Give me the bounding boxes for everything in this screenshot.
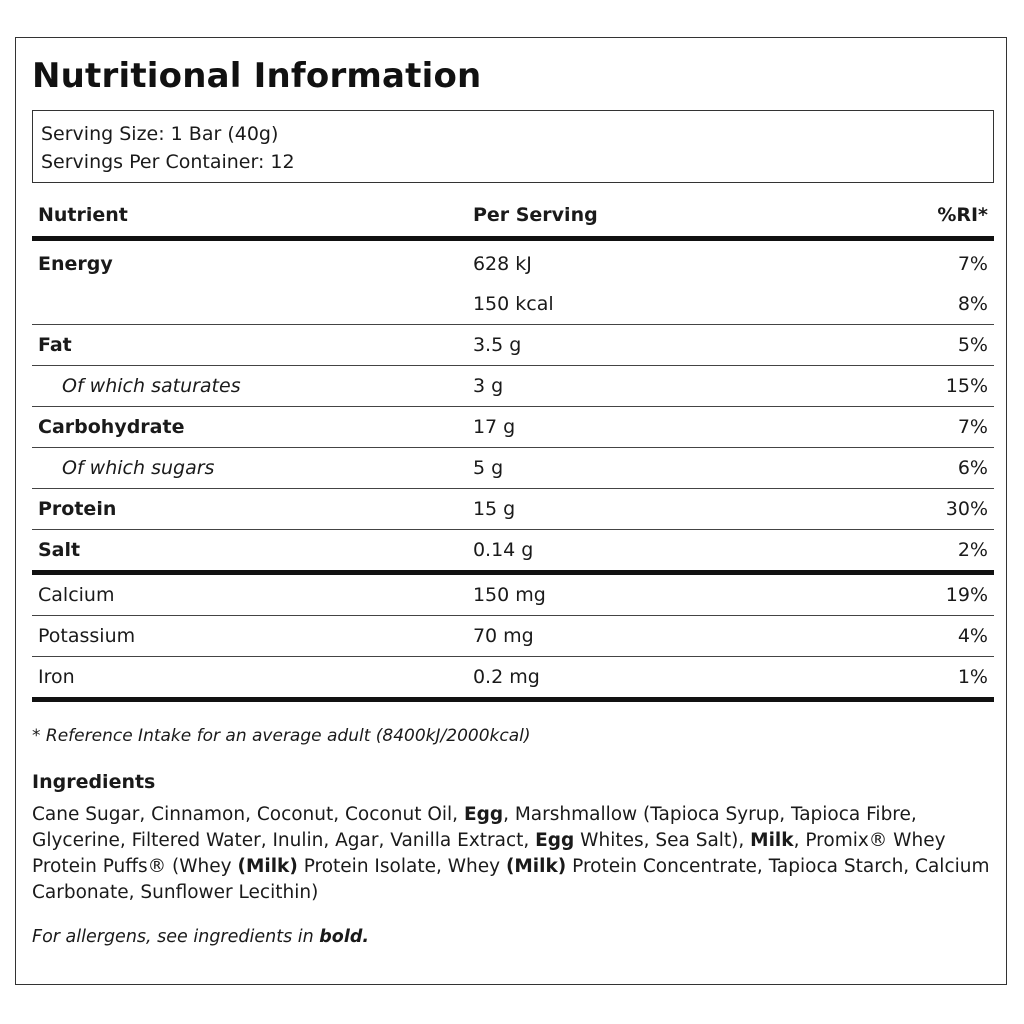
serving-size: Serving Size: 1 Bar (40g) [41,123,279,145]
ingredients-part: Whites, Sea Salt), [574,830,751,851]
ri-value: 4% [957,625,988,647]
page-title: Nutritional Information [32,56,482,96]
nutrient-name: Energy [38,253,113,275]
table-row-carbohydrate [32,407,994,448]
ingredients-part: , Promix® Whey Protein Puffs® (Whey [32,830,946,877]
ri-value: 30% [945,498,988,520]
per-serving-value: 3.5 g [472,334,522,356]
nutrient-name [32,284,467,325]
ingredients-heading: Ingredients [32,771,156,793]
nutrient-name: Salt [38,539,81,561]
table-row-sugars [32,448,994,489]
ri-value: 8% [957,293,988,315]
ingredients-part: , Marshmallow (Tapioca Syrup, Tapioca Fibre, Glycerine, Filtered Water, Inulin, Agar, Vanilla Extract, [32,804,917,851]
nutrient-name: Of which saturates [62,375,241,397]
allergen-milk: (Milk) [237,856,298,877]
ri-value: 7% [957,253,988,275]
allergen-milk: (Milk) [505,856,567,877]
ingredients-part: Protein Isolate, Whey [297,856,506,877]
allergen-egg: Egg [463,804,504,825]
ri-value: 19% [945,584,988,606]
nutrient-name: Protein [38,498,117,520]
nutrient-name: Fat [38,334,72,356]
nutrition-table [32,194,994,702]
allergen-note [32,927,369,947]
ingredients-part: Cane Sugar, Cinnamon, Coconut, Coconut Oil, [32,804,464,825]
nutrition-panel [15,37,1007,985]
per-serving-value: 70 mg [472,625,534,647]
ri-value: 5% [957,334,988,356]
table-row-calcium [32,573,994,616]
table-row-iron [32,657,994,700]
table-row-energy-kj [32,239,994,285]
ri-value: 1% [957,666,988,688]
ingredients-text [32,802,992,906]
per-serving-value: 5 g [472,457,504,479]
header-ri: %RI* [937,204,988,226]
nutrient-name: Of which sugars [62,457,215,479]
table-row-potassium [32,616,994,657]
ingredients-part: Protein Concentrate, Tapioca Starch, Calcium Carbonate, Sunflower Lecithin) [32,856,990,903]
reference-intake-footnote: * Reference Intake for an average adult (8400kJ/2000kcal) [32,726,531,746]
ri-value: 6% [957,457,988,479]
nutrient-name: Carbohydrate [38,416,185,438]
per-serving-value: 0.14 g [472,539,534,561]
header-nutrient: Nutrient [38,204,128,226]
allergen-milk: Milk [750,830,794,851]
per-serving-value: 15 g [472,498,516,520]
servings-per-container: Servings Per Container: 12 [41,151,295,173]
per-serving-value: 150 kcal [472,293,554,315]
table-row-fat [32,325,994,366]
table-row-energy-kcal [32,284,994,325]
ri-value: 15% [945,375,988,397]
ri-value: 7% [957,416,988,438]
table-row-protein [32,489,994,530]
per-serving-value: 3 g [472,375,504,397]
table-row-saturates [32,366,994,407]
serving-info-box [32,110,994,183]
nutrient-name: Iron [38,666,75,688]
header-per-serving: Per Serving [472,204,598,226]
ri-value: 2% [957,539,988,561]
nutrient-name: Calcium [38,584,115,606]
nutrient-name: Potassium [38,625,136,647]
per-serving-value: 0.2 mg [472,666,540,688]
allergen-note-bold: bold. [319,927,370,947]
table-header-row [32,194,994,239]
allergen-note-text: For allergens, see ingredients in [32,927,320,947]
allergen-egg: Egg [535,830,575,851]
per-serving-value: 17 g [472,416,516,438]
table-row-salt [32,530,994,573]
per-serving-value: 628 kJ [472,253,532,275]
per-serving-value: 150 mg [472,584,546,606]
